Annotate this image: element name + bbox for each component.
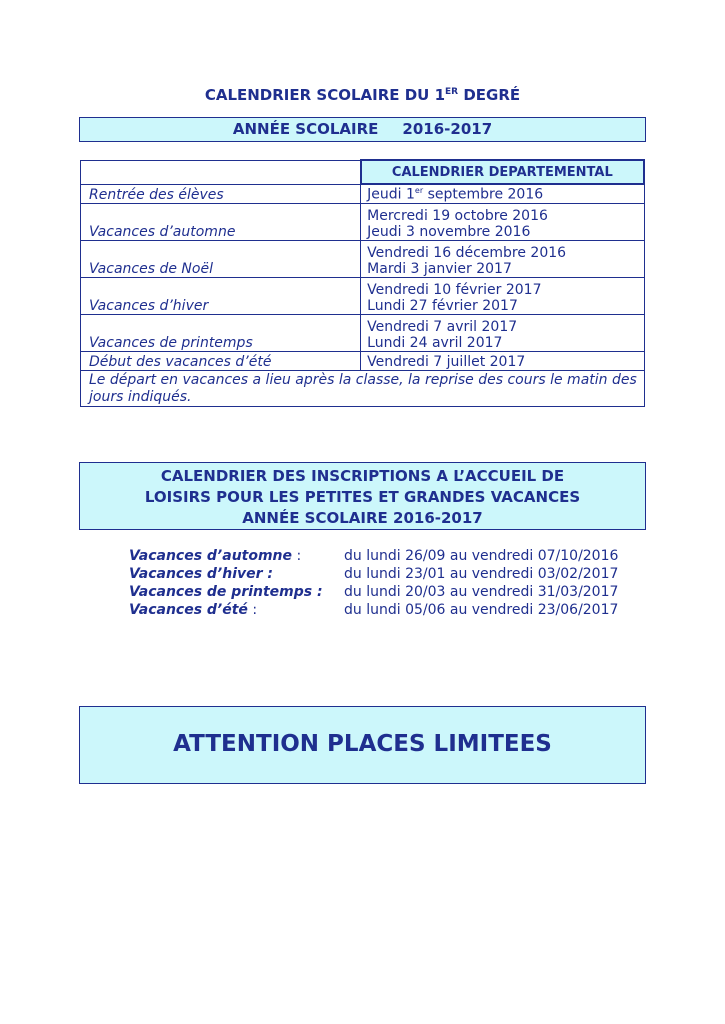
calendar-note: Le départ en vacances a lieu après la classe, la reprise des cours le matin des jours indiqués. — [81, 370, 645, 406]
period-label: Début des vacances d’été — [81, 351, 361, 370]
period-date: Jeudi 1er septembre 2016 — [361, 184, 644, 203]
list-item — [129, 547, 618, 565]
table-row — [81, 277, 645, 314]
period-dates: Vendredi 10 février 2017 Lundi 27 février 2017 — [361, 277, 644, 314]
table-note-row — [81, 370, 645, 406]
calendar-column-header: CALENDRIER DEPARTEMENTAL — [361, 160, 644, 184]
inscriptions-title-line: ANNÉE SCOLAIRE 2016-2017 — [242, 509, 483, 527]
inscription-period: du lundi 26/09 au vendredi 07/10/2016 — [344, 548, 619, 564]
table-row — [81, 203, 645, 240]
inscription-period: du lundi 23/01 au vendredi 03/02/2017 — [344, 566, 619, 582]
page-title: CALENDRIER SCOLAIRE DU 1ER DEGRÉ — [204, 86, 521, 104]
vacation-name: Vacances d’été : — [129, 602, 258, 618]
list-item — [129, 565, 618, 583]
period-label: Rentrée des élèves — [81, 184, 361, 203]
school-year-value: 2016-2017 — [402, 120, 493, 138]
school-year-label: ANNÉE SCOLAIRE — [232, 120, 379, 138]
inscriptions-title-line: CALENDRIER DES INSCRIPTIONS A L’ACCUEIL DE — [160, 467, 565, 485]
inscriptions-banner — [79, 462, 646, 530]
period-dates: Vendredi 7 avril 2017 Lundi 24 avril 2017 — [361, 314, 644, 351]
inscription-period: du lundi 20/03 au vendredi 31/03/2017 — [344, 584, 619, 600]
school-year-banner — [79, 117, 646, 142]
inscriptions-title-line: LOISIRS POUR LES PETITES ET GRANDES VACANCES — [144, 488, 581, 506]
period-dates: Vendredi 16 décembre 2016 Mardi 3 janvier 2017 — [361, 240, 644, 277]
table-row — [81, 351, 645, 370]
inscriptions-list — [129, 547, 618, 619]
table-row — [81, 314, 645, 351]
period-date: Vendredi 7 juillet 2017 — [361, 351, 644, 370]
list-item — [129, 583, 618, 601]
calendar-table — [80, 159, 645, 407]
period-label: Vacances d’automne — [81, 203, 361, 240]
inscription-period: du lundi 05/06 au vendredi 23/06/2017 — [344, 602, 619, 618]
vacation-name: Vacances de printemps : — [129, 584, 323, 600]
period-label: Vacances de Noël — [81, 240, 361, 277]
vacation-name: Vacances d’hiver : — [129, 566, 274, 582]
table-row — [81, 184, 645, 203]
vacation-name: Vacances d’automne : — [129, 548, 302, 564]
list-item — [129, 601, 618, 619]
table-row — [81, 240, 645, 277]
table-header-row — [81, 160, 645, 184]
attention-banner: ATTENTION PLACES LIMITEES — [79, 706, 646, 784]
period-label: Vacances de printemps — [81, 314, 361, 351]
period-label: Vacances d’hiver — [81, 277, 361, 314]
period-dates: Mercredi 19 octobre 2016 Jeudi 3 novembre 2016 — [361, 203, 644, 240]
